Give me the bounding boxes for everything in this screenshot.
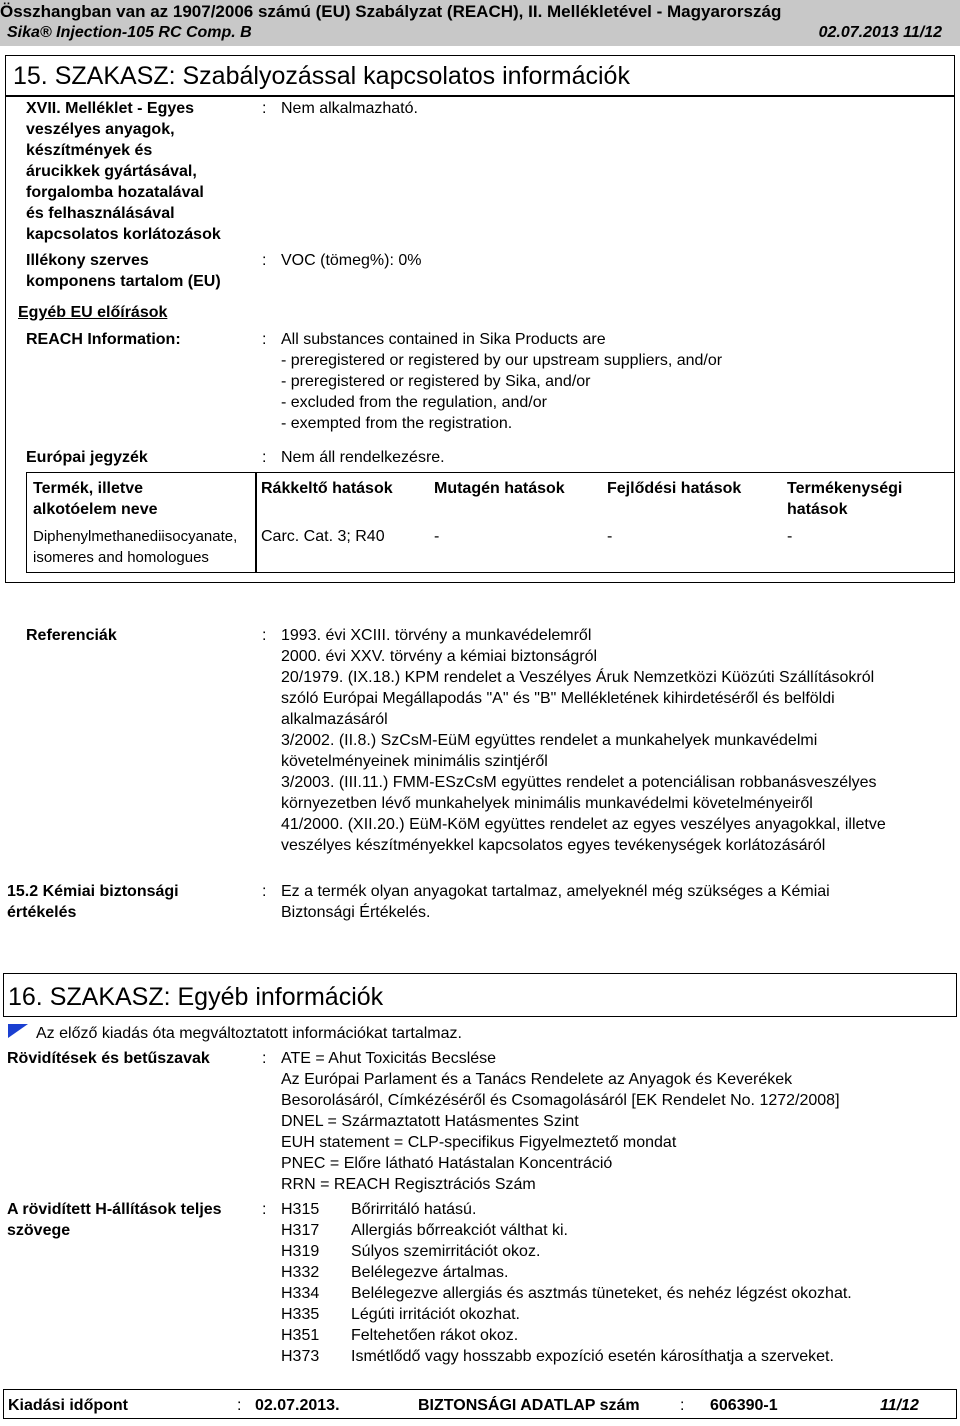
changed-note: Az előző kiadás óta megváltoztatott információkat tartalmaz.: [36, 1025, 462, 1042]
colon: :: [262, 1050, 267, 1067]
sds-number-label: BIZTONSÁGI ADATLAP szám: [418, 1397, 640, 1414]
product-name: Sika® Injection-105 RC Comp. B: [7, 24, 252, 41]
colon: :: [262, 449, 267, 466]
cmr-header-developmental: Fejlődési hatások: [607, 480, 742, 497]
cmr-header-name: Termék, illetve alkotóelem neve: [33, 480, 158, 518]
sds-number-value: 606390-1: [710, 1397, 778, 1414]
eu-inventory-label: Európai jegyzék: [26, 449, 148, 466]
other-eu-heading: Egyéb EU előírások: [18, 304, 168, 321]
chem-safety-label: 15.2 Kémiai biztonsági értékelés: [7, 883, 179, 921]
cmr-table-divider: [255, 472, 257, 573]
footer-page-number: 11/12: [880, 1397, 919, 1414]
issue-date-value: 02.07.2013.: [255, 1397, 340, 1414]
cmr-row-name: Diphenylmethanediisocyanate, isomeres and homologues: [33, 528, 238, 566]
h-statement: H317 Allergiás bőrreakciót válthat ki.: [281, 1222, 568, 1239]
section15-title: 15. SZAKASZ: Szabályozással kapcsolatos információk: [13, 62, 630, 90]
colon: :: [262, 883, 267, 900]
h-statements-list: [281, 1199, 852, 1367]
header-date-page: 02.07.2013 11/12: [818, 24, 942, 41]
chem-safety-value: Ez a termék olyan anyagokat tartalmaz, amelyeknél még szükséges a Kémiai Biztonsági Értékelés.: [281, 883, 830, 921]
colon: :: [262, 1201, 267, 1218]
annex17-value: Nem alkalmazható.: [281, 100, 418, 117]
h-statement: H373 Ismétlődő vagy hosszabb expozíció esetén károsíthatja a szerveket.: [281, 1348, 834, 1365]
cmr-header-carcinogenic: Rákkeltő hatások: [261, 480, 393, 497]
eu-inventory-value: Nem áll rendelkezésre.: [281, 449, 445, 466]
colon: :: [262, 627, 267, 644]
colon: :: [262, 252, 267, 269]
colon: :: [262, 331, 267, 348]
h-statement: H334 Belélegezve allergiás és asztmás tüneteket, és nehéz légzést okozhat.: [281, 1285, 852, 1302]
cmr-row-mutagenic: -: [434, 528, 440, 545]
annex17-label: XVII. Melléklet - Egyes veszélyes anyagok, készítmények és árucikkek gyártásával, forgalomba hozatalával és felhasználásával kapcsolatos korlátozások: [26, 100, 221, 243]
colon: :: [237, 1397, 242, 1414]
abbrev-value: ATE = Ahut Toxicitás Becslése Az Európai Parlament és a Tanács Rendelete az Anyagok és Keverékek Besorolásáról, Címkézéséről és Csomagolásáról [EK Rendelet No. 1272/2008] DNEL = Származtatott Hatásmentes Szint EUH statement = CLP-specifikus Figyelmeztető mondat PNEC = Előre látható Hatástalan Koncentráció RRN = REACH Regisztrációs Szám: [281, 1050, 840, 1193]
h-statements-label: A rövidített H-állítások teljes szövege: [7, 1201, 222, 1239]
section16-title: 16. SZAKASZ: Egyéb információk: [8, 983, 384, 1011]
h-statement: H335 Légúti irritációt okozhat.: [281, 1306, 520, 1323]
references-label: Referenciák: [26, 627, 117, 644]
colon: :: [262, 100, 267, 117]
voc-label: Illékony szerves komponens tartalom (EU): [26, 252, 221, 290]
h-statement: H332 Belélegezve ártalmas.: [281, 1264, 509, 1281]
changed-marker-icon: [8, 1024, 30, 1040]
issue-date-label: Kiadási időpont: [8, 1397, 128, 1414]
h-statement: H319 Súlyos szemirritációt okoz.: [281, 1243, 541, 1260]
h-statement: H315 Bőrirritáló hatású.: [281, 1201, 477, 1218]
colon: :: [680, 1397, 685, 1414]
h-statement: H351 Feltehetően rákot okoz.: [281, 1327, 519, 1344]
voc-value: VOC (tömeg%): 0%: [281, 252, 422, 269]
cmr-row-fertility: -: [787, 528, 793, 545]
references-value: 1993. évi XCIII. törvény a munkavédelemről 2000. évi XXV. törvény a kémiai biztonságról 20/1979. (IX.18.) KPM rendelet a Veszélyes Áruk Nemzetközi Küözúti Szállításokról szóló Európai Megállapodás "A" és "B" Mellékletének kihirdetéséről és belföldi alkalmazásáról 3/2002. (II.8.) SzCsM-EüM együttes rendelet a munkahelyek munkavédelmi követelményeinek minimális szintjéről 3/2003. (III.11.) FMM-ESzCsM együttes rendelet a potenciálisan robbanásveszélyes környezetben lévő munkahelyek minimális munkavédelmi követelményeiről 41/2000. (XII.20.) EüM-KöM együttes rendelet az egyes veszélyes anyagokkal, illetve veszélyes készítményekkel kapcsolatos egyes tevékenységek korlátozásáról: [281, 627, 886, 854]
cmr-header-mutagenic: Mutagén hatások: [434, 480, 565, 497]
cmr-row-carcinogenic: Carc. Cat. 3; R40: [261, 528, 385, 545]
regulation-line: Összhangban van az 1907/2006 számú (EU) Szabályzat (REACH), II. Mellékletével - Magyarország: [0, 2, 782, 21]
cmr-row-developmental: -: [607, 528, 613, 545]
abbrev-label: Rövidítések és betűszavak: [7, 1050, 210, 1067]
section15-title-underline: [5, 95, 955, 97]
cmr-header-fertility: Termékenységi hatások: [787, 480, 903, 518]
reach-label: REACH Information:: [26, 331, 181, 348]
reach-value: All substances contained in Sika Products are - preregistered or registered by our upstream suppliers, and/or - preregistered or registered by Sika, and/or - excluded from the regulation, and/or - exempted from the registration.: [281, 331, 723, 432]
